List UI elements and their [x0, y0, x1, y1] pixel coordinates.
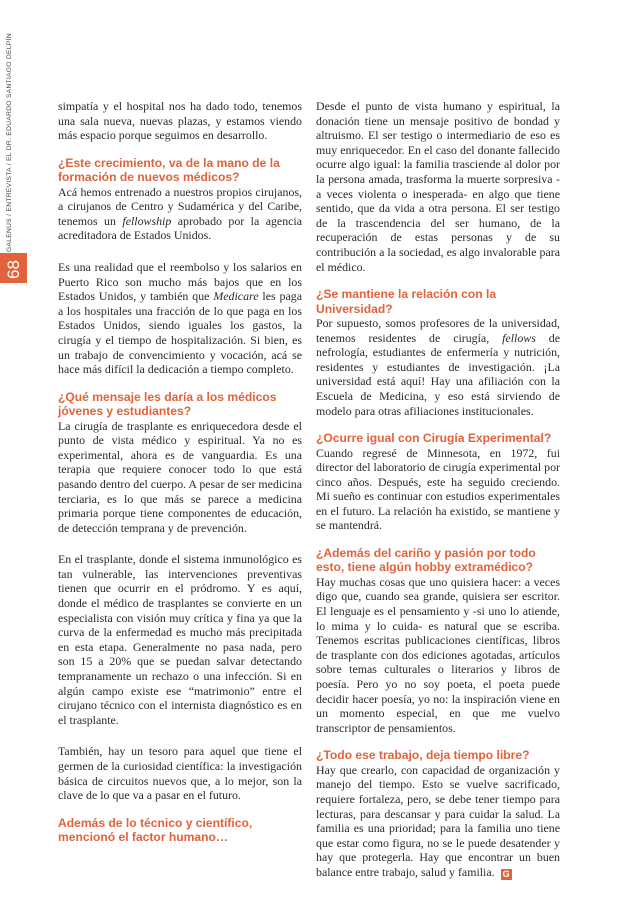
question-heading: ¿Este crecimiento, va de la mano de la formación de nuevos médicos?	[58, 155, 280, 185]
paragraph: simpatía y el hospital nos ha dado todo, tenemos una sala nueva, nuevas plazas, y estamos viendo más espacio porque seguimos en desarrollo.	[58, 99, 302, 143]
paragraph: Cuando regresé de Minnesota, en 1972, fui director del laboratorio de cirugía experimental por cinco años. Después, este ha seguido creciendo. Mi sueño es continuar con estudios experimentales en el futuro. La relación ha existido, se mantiene y se mantendrá.	[316, 445, 560, 533]
question-heading: ¿Todo ese trabajo, deja tiempo libre?	[316, 748, 530, 763]
paragraph: Por supuesto, somos profesores de la universidad, tenemos residentes de cirugía, fellows de nefrología, estudiantes de enfermería y nutrición, residentes y estudiantes de investigación. ¡La universidad está aquí! Hay una afiliación con la Escuela de Medicina, y eso está sirviendo de modelo para otras afiliaciones institucionales.	[316, 315, 560, 418]
article-column-left	[58, 99, 302, 845]
paragraph: Hay que crearlo, con capacidad de organización y manejo del tiempo. Esto se vuelve sacrificado, requiere fortaleza, pero, se debe tener tiempo para lecturas, para descansar y para cuidar la salud. La familia es una prioridad; para la familia uno tiene que estar como figura, no se le puede desatender y hay que protegerla. Hay que encontrar un buen balance entre trabajo, salud y familia. G	[316, 762, 560, 879]
question-heading: ¿Ocurre igual con Cirugía Experimental?	[316, 431, 552, 446]
paragraph: Acá hemos entrenado a nuestros propios cirujanos, a cirujanos de Centro y Sudamérica y del Caribe, tenemos un fellowship aprobado por la agencia acreditadora de Estados Unidos.	[58, 184, 302, 243]
paragraph: Es una realidad que el reembolso y los salarios en Puerto Rico son mucho más bajos que en los Estados Unidos, y también que Medicare les paga a los hospitales una fracción de lo que paga en los Estados Unidos, siendo iguales los gastos, la cirugía y el tiempo de hospitalización. Si bien, es un trabajo de convencimiento y vocación, acá se hace más difícil la dedicación a tiempo completo.	[58, 259, 302, 377]
paragraph: También, hay un tesoro para aquel que tiene el germen de la curiosidad científica: la investigación básica de circuitos nuevos que, a lo mejor, son la clave de lo que va a pasar en el futuro.	[58, 744, 302, 803]
question-heading: ¿Se mantiene la relación con la Universidad?	[316, 287, 497, 316]
article-column-right	[316, 99, 560, 897]
sidebar: GALENUS / ENTREVISTA / EL DR. EDUARDO SANTIAGO DELPÍN 68	[0, 0, 27, 802]
question-heading: Además de lo técnico y científico, mencionó el factor humano…	[58, 815, 253, 845]
paragraph: Desde el punto de vista humano y espiritual, la donación tiene un mensaje positivo de bondad y altruismo. El ser testigo o intermediario de eso es muy enriquecedor. En el caso del donante fallecido ocurre algo igual: la familia trasciende al dolor por la persona amada, trasforma la muerte sorpresiva -a veces violenta o inesperada- en algo que tiene sentido, que da vida a otra persona. El ser testigo de la trascendencia del ser humano, de la recuperación de estas personas y de su contribución a la sociedad, es algo invalorable para el médico.	[316, 99, 560, 274]
page-number-box	[0, 253, 27, 283]
question-heading: ¿Además del cariño y pasión por todo esto, tiene algún hobby extramédico?	[316, 546, 536, 575]
paragraph: La cirugía de trasplante es enriquecedora desde el punto de vista médico y espiritual. Ya no es experimental, ahora es de vanguardia. Es una terapia que requiere conocer todo lo que está pasando dentro del cuerpo. A pesar de ser medicina terciaria, es lo que más se parece a medicina primaria porque tiene componentes de educación, de detección temprana y de prevención.	[58, 418, 303, 535]
paragraph: En el trasplante, donde el sistema inmunológico es tan vulnerable, las intervenciones preventivas tienen que ocurrir en el pródromo. Y es aquí, donde el médico de trasplantes se convierte en un especialista con visión muy crítica y fina ya que la curva de la enfermedad es mucho más precipitada en esta etapa. Generalmente no pasa nada, pero son 15 a 20% que se puedan salvar detectando tempranamente un rechazo o una infección. Si en algún campo existe ese “matrimonio” entre el cirujano técnico con el internista diagnóstico es en el trasplante.	[58, 552, 302, 727]
page-number: 68	[4, 260, 23, 279]
paragraph: Hay muchas cosas que uno quisiera hacer: a veces digo que, cuando sea grande, quisiera ser escritor. El lenguaje es el pensamiento y -si uno lo atiende, lo mima y lo cuida- es natural que se escriba. Tenemos escritas publicaciones científicas, libros de trasplante con dos ediciones agotadas, artículos sobre temas culturales o literarios y libros de poesía. Pero yo no soy poeta, el poeta puede decidir hacer poesía, yo no: la inspiración viene en un momento especial, en que me vuelvo transcriptor de pensamientos.	[316, 574, 560, 735]
magazine-logo-icon: G	[502, 868, 510, 879]
question-heading: ¿Qué mensaje les daría a los médicos jóvenes y estudiantes?	[58, 389, 277, 419]
